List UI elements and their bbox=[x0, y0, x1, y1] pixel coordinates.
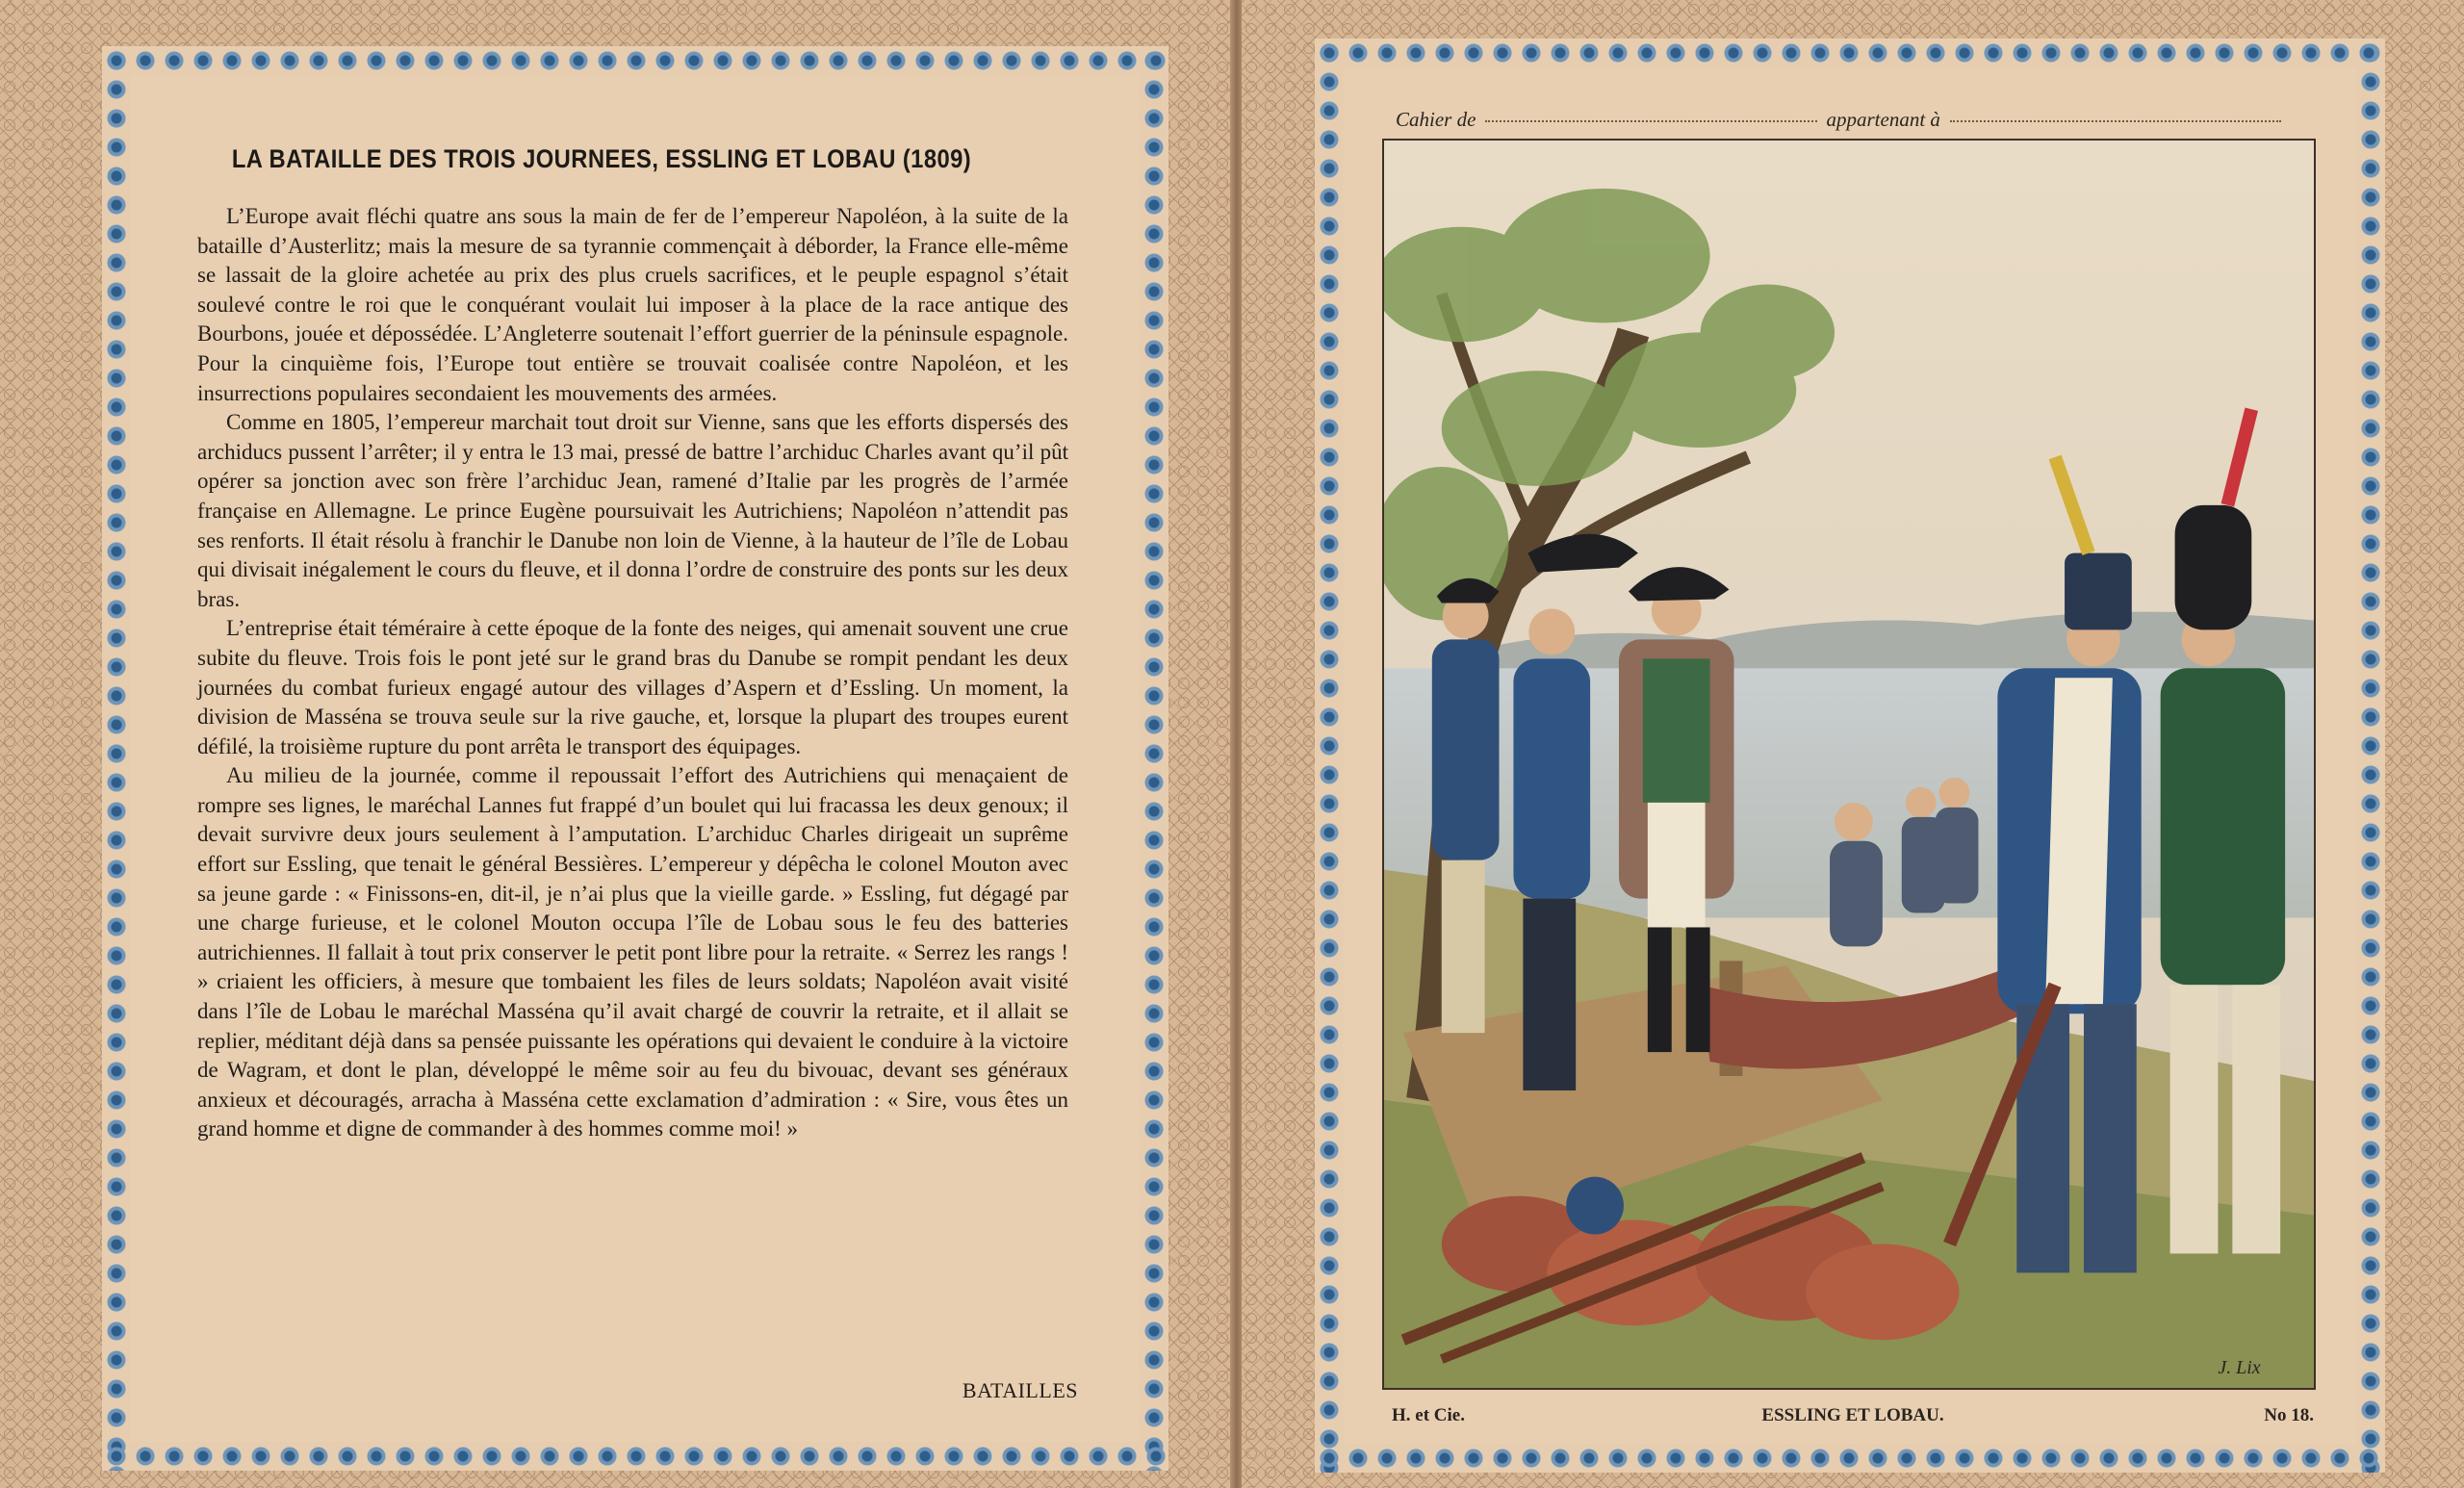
publisher-label: H. et Cie. bbox=[1392, 1405, 1465, 1425]
cahier-label: Cahier de bbox=[1396, 108, 1476, 131]
illustration-caption: ESSLING ET LOBAU. bbox=[1761, 1405, 1944, 1425]
article-text bbox=[197, 202, 1068, 1144]
notebook-owner-line bbox=[1396, 108, 2281, 132]
appartenant-label: appartenant à bbox=[1826, 108, 1940, 131]
paragraph-2: Comme en 1805, l’empereur marchait tout droit sur Vienne, sans que les efforts dispersés des archiducs pussent l’arrêter; il y entra le 13 mai, pressé de battre l’archiduc Charles avant qu’il pût opérer sa jonction avec son frère l’archiduc Jean, ramené d’Italie par les progrès de l’armée française en Allemagne. Le prince Eugène poursuivait les Autrichiens; Napoléon n’attendit pas ses renforts. Il était résolu à franchir le Danube non loin de Vienne, à la hauteur de l’île de Lobau qui divisait inégalement le cours du fleuve, et il donna l’ordre de construire des ponts sur les deux bras. bbox=[197, 410, 1068, 611]
illustration bbox=[1382, 139, 2316, 1390]
series-label: BATAILLES bbox=[962, 1378, 1078, 1402]
paragraph-4: Au milieu de la journée, comme il repoussait l’effort des Autrichiens qui menaçaient de rompre ses lignes, le maréchal Lannes fut frappé d’un boulet qui lui fracassa les deux genoux; il devait survivre deux jours seulement à l’amputation. L’archiduc Charles dirigeait un suprême effort sur Essling, que tenait le général Bessières. L’empereur y dépêcha le colonel Mouton avec sa jeune garde : « Finissons-en, dit-il, je n’ai plus que la vieille garde. » Essling, fut dégagé par une charge furieuse, et le colonel Mouton occupa l’île de Lobau sous le feu des batteries autrichiennes. Il fallait à tout prix conserver le petit pont libre pour la retraite. « Serrez les rangs ! » criaient les officiers, à mesure que tombaient les files de leurs soldats; Napoléon avait visité dans l’île de Lobau le maréchal Masséna qu’il avait chargé de couvrir la retraite, et il allait se replier, méditant déjà dans sa pensée puissante les opérations qui devaient le conduire à la victoire de Wagram, et dont le plan, développé le même soir au feu du bivouac, devant ses généraux anxieux et découragés, arracha à Masséna cette exclamation d’admiration : « Sire, vous êtes un grand homme et digne de commander à des hommes comme moi! » bbox=[197, 763, 1068, 1142]
artist-signature: J. Lix bbox=[2218, 1357, 2261, 1379]
plate-number: No 18. bbox=[2264, 1405, 2314, 1425]
appartenant-blank bbox=[1950, 120, 2281, 122]
illustration-scene bbox=[1384, 141, 2314, 1388]
cahier-blank bbox=[1485, 120, 1816, 122]
page-title: LA BATAILLE DES TROIS JOURNEES, ESSLING ET LOBAU (1809) bbox=[231, 144, 972, 173]
paragraph-1: L’Europe avait fléchi quatre ans sous la main de fer de l’empereur Napoléon, à la suite de la bataille d’Austerlitz; mais la mesure de sa tyrannie commençait à déborder, la France elle-même se lassait de la gloire achetée au prix des plus cruels sacrifices, et le peuple espagnol s’était soulevé contre le roi que le conquérant voulait lui imposer à la place de la race antique des Bourbons, jouée et dépossédée. L’Angleterre soutenait l’effort guerrier de la péninsule espagnole. Pour la cinquième fois, l’Europe tout entière se trouvait coalisée contre Napoléon, et les insurrections populaires secondaient les mouvements des armées. bbox=[197, 204, 1068, 405]
paragraph-3: L’entreprise était téméraire à cette époque de la fonte des neiges, qui amenait souvent une crue subite du fleuve. Trois fois le pont jeté sur le grand bras du Danube se rompit pendant les deux journées du combat furieux engagé autour des villages d’Aspern et d’Essling. Un moment, la division de Masséna se trouva seule sur la rive gauche, et, lorsque la plupart des troupes eurent défilé, la troisième rupture du pont arrêta le transport des équipages. bbox=[197, 616, 1068, 758]
